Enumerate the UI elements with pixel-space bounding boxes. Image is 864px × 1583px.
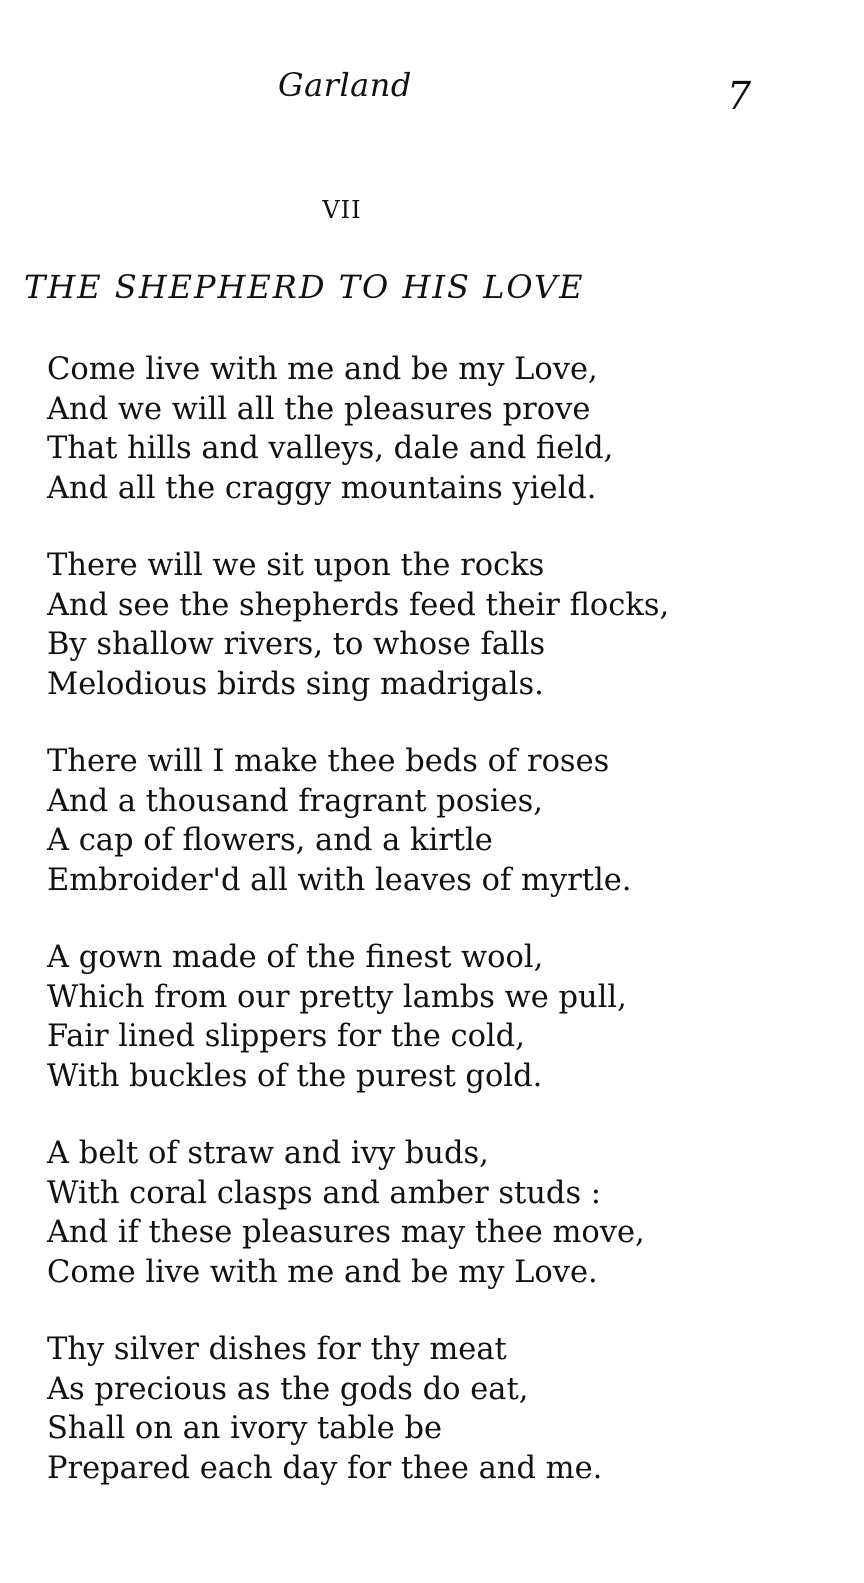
poem-line: Embroider'd all with leaves of myrtle.: [47, 862, 632, 898]
running-head: [0, 66, 864, 116]
running-title: Garland: [278, 66, 412, 104]
poem-line: And see the shepherds feed their flocks,: [47, 587, 670, 623]
poem-line: Shall on an ivory table be: [47, 1411, 443, 1446]
poem-title: THE SHEPHERD TO HIS LOVE: [24, 268, 585, 306]
poem-line: There will I make thee beds of roses: [47, 744, 610, 779]
poem-line: A belt of straw and ivy buds,: [47, 1136, 489, 1171]
poem-line: Melodious birds sing madrigals.: [47, 666, 544, 702]
stanza: [47, 938, 827, 1096]
poem-line: Thy silver dishes for thy meat: [47, 1332, 507, 1367]
poem-line: And if these pleasures may thee move,: [47, 1215, 645, 1250]
stanza: [47, 350, 827, 508]
poem-line: There will we sit upon the rocks: [47, 548, 545, 583]
poem-line: That hills and valleys, dale and field,: [47, 431, 614, 466]
poem-line: A gown made of the finest wool,: [47, 940, 544, 975]
poem-line: Come live with me and be my Love,: [47, 352, 598, 387]
section-numeral: VII: [322, 196, 362, 224]
poem-line: Prepared each day for thee and me.: [47, 1450, 603, 1486]
poem-line: Fair lined slippers for the cold,: [47, 1019, 525, 1054]
stanza: [47, 742, 827, 900]
poem-line: And a thousand fragrant posies,: [47, 783, 543, 819]
page-number: 7: [727, 74, 752, 118]
poem-line: Which from our pretty lambs we pull,: [47, 979, 627, 1015]
poem-body: [47, 350, 827, 1526]
poem-line: Come live with me and be my Love.: [47, 1254, 598, 1290]
stanza: [47, 1330, 827, 1488]
stanza: [47, 546, 827, 704]
poem-line: By shallow rivers, to whose falls: [47, 627, 546, 662]
poem-line: And we will all the pleasures prove: [47, 391, 591, 427]
poem-line: And all the craggy mountains yield.: [47, 470, 597, 506]
poem-line: As precious as the gods do eat,: [47, 1371, 529, 1407]
poem-line: With coral clasps and amber studs :: [47, 1175, 602, 1211]
poem-line: A cap of flowers, and a kirtle: [47, 823, 493, 858]
stanza: [47, 1134, 827, 1292]
poem-line: With buckles of the purest gold.: [47, 1058, 543, 1094]
